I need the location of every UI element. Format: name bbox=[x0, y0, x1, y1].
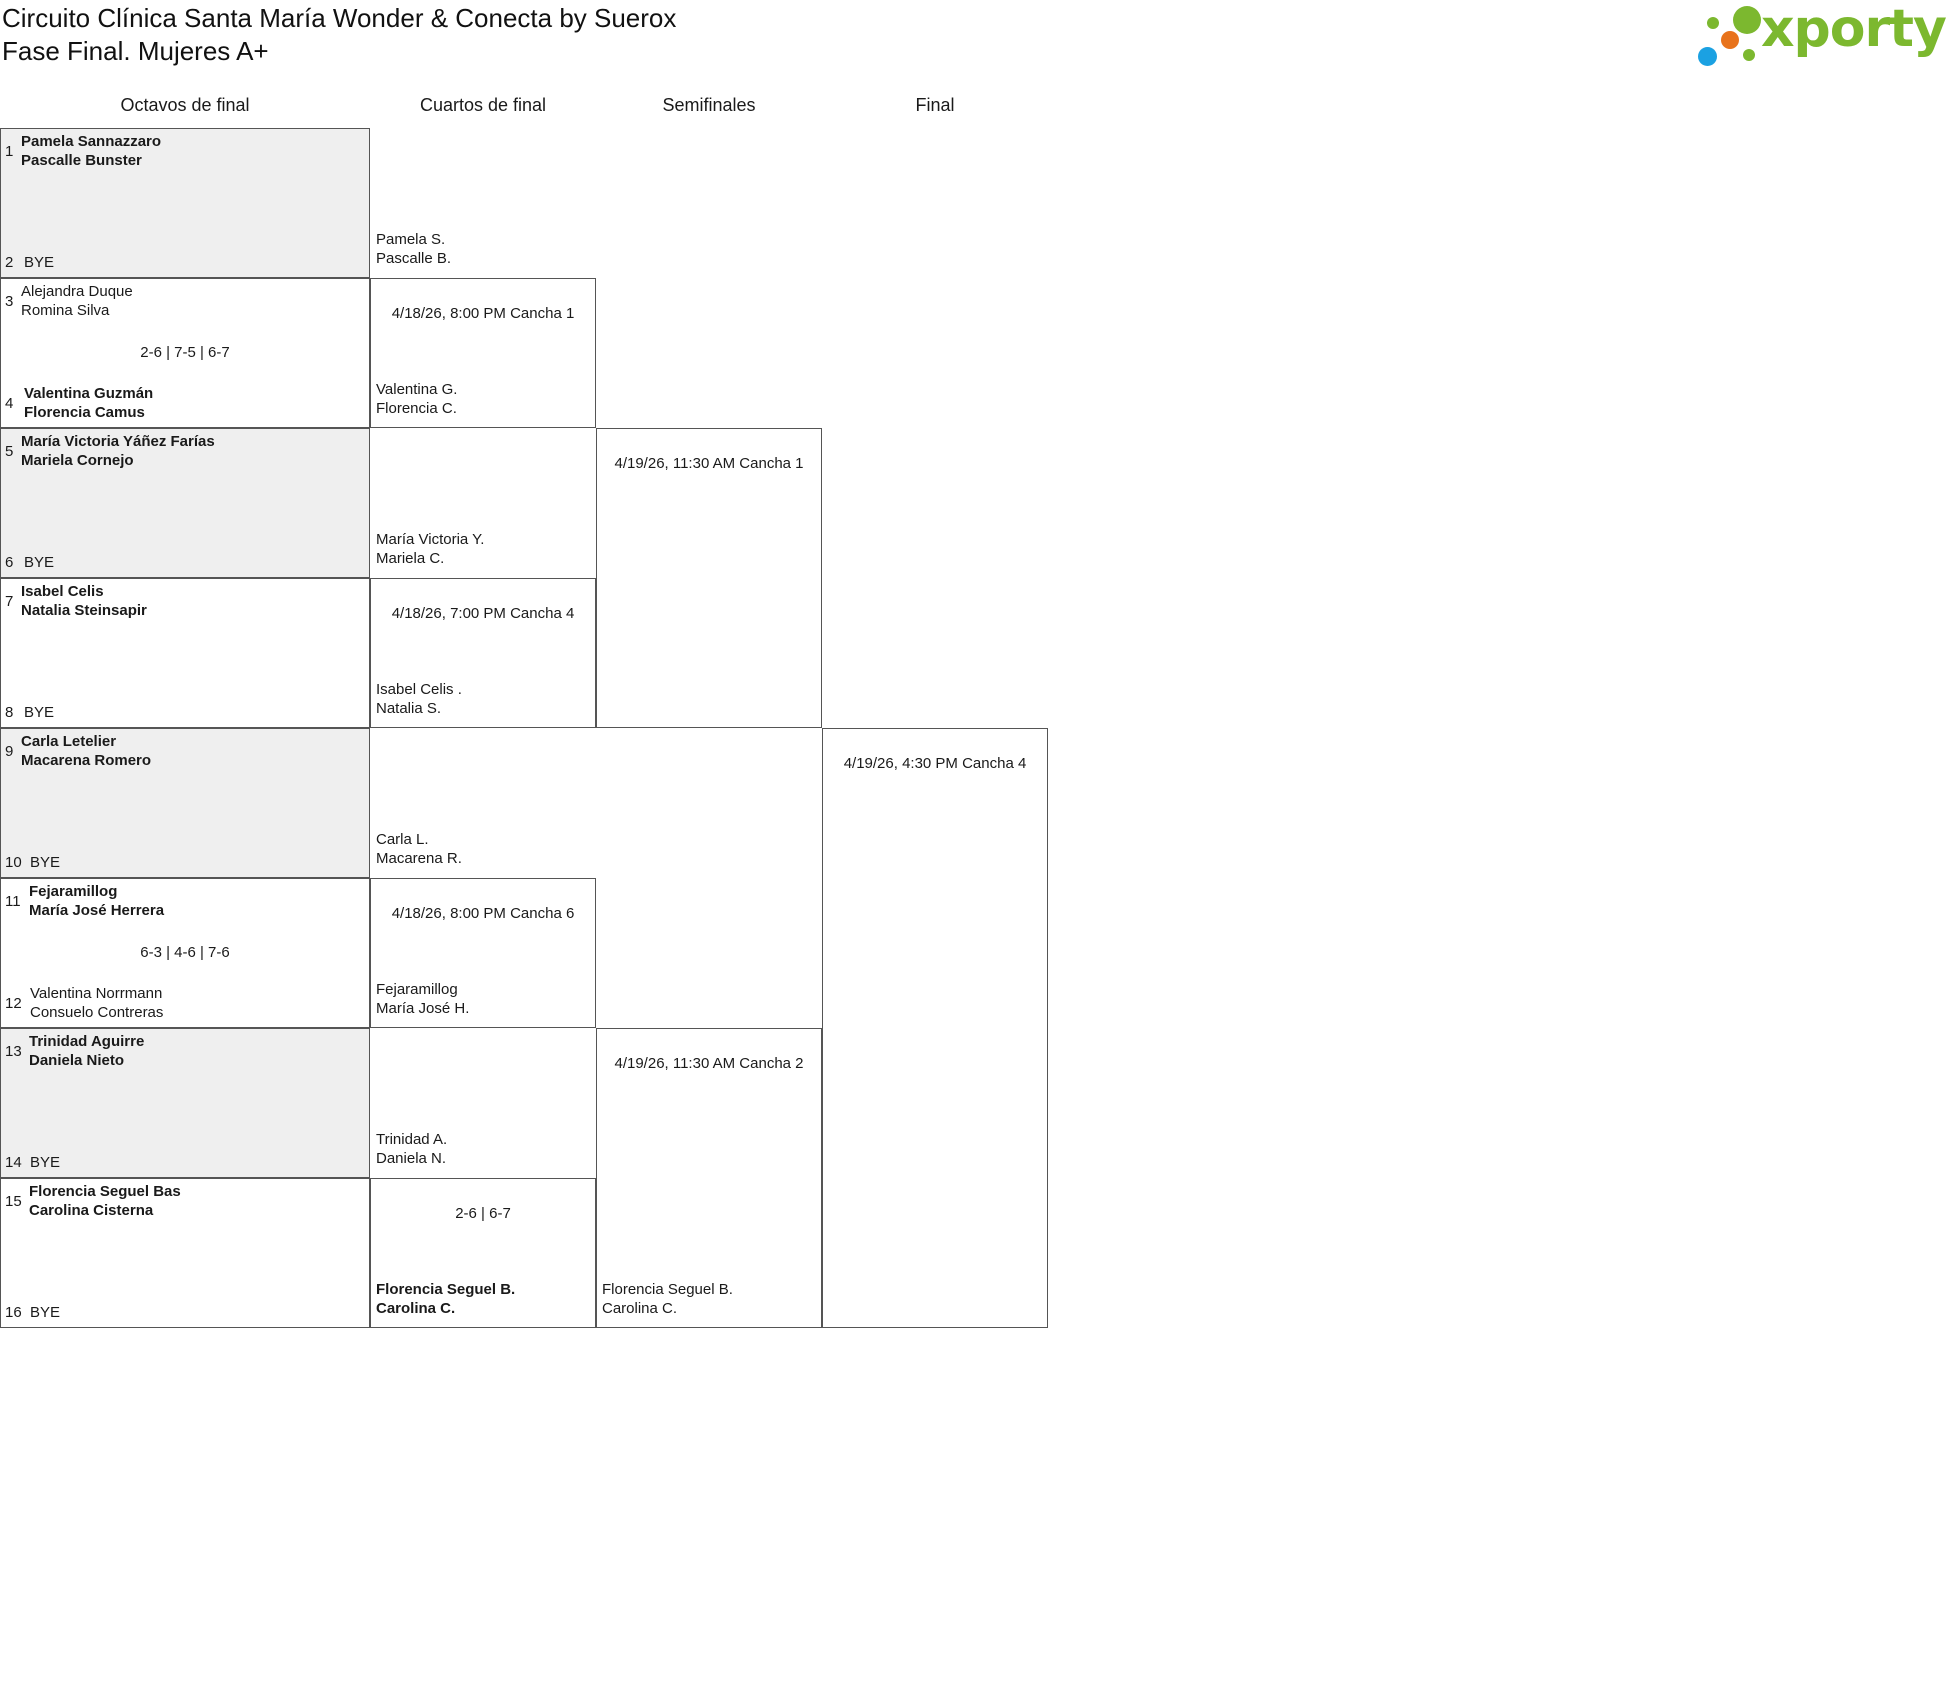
player-name: Isabel Celis bbox=[21, 583, 104, 600]
team-top bbox=[29, 882, 164, 920]
player-name: Trinidad A. bbox=[376, 1131, 448, 1148]
team-bottom bbox=[30, 1153, 60, 1172]
player-name: Carla L. bbox=[376, 831, 429, 848]
player-name: BYE bbox=[30, 1304, 61, 1321]
logo-wordmark: xporty bbox=[1761, 0, 1946, 59]
player-name: Natalia Steinsapir bbox=[21, 602, 147, 619]
player-name: Carolina C. bbox=[376, 1300, 456, 1317]
player-name: Pascalle B. bbox=[376, 250, 452, 267]
team-top bbox=[21, 132, 161, 170]
player-name: Pamela S. bbox=[376, 231, 446, 248]
team-bottom bbox=[376, 980, 469, 1018]
player-name: BYE bbox=[24, 254, 55, 271]
seed-number: 6 bbox=[5, 554, 14, 571]
player-name: Pascalle Bunster bbox=[21, 152, 142, 169]
seed-number: 13 bbox=[5, 1043, 22, 1060]
seed-number: 7 bbox=[5, 593, 14, 610]
match-info: 4/18/26, 8:00 PM Cancha 6 bbox=[391, 905, 575, 922]
player-name: Isabel Celis . bbox=[376, 681, 462, 698]
player-name: Daniela Nieto bbox=[29, 1052, 125, 1069]
match-info: 4/18/26, 7:00 PM Cancha 4 bbox=[391, 605, 575, 622]
seed-number: 5 bbox=[5, 443, 14, 460]
phase-subtitle: Fase Final. Mujeres A+ bbox=[2, 36, 269, 66]
player-name: Valentina G. bbox=[376, 381, 458, 398]
player-name: BYE bbox=[30, 1154, 61, 1171]
team-bottom bbox=[376, 1280, 515, 1318]
seed-number: 16 bbox=[5, 1304, 22, 1321]
player-name: Trinidad Aguirre bbox=[29, 1033, 145, 1050]
team-top bbox=[21, 282, 133, 320]
player-name: Florencia Seguel Bas bbox=[29, 1183, 181, 1200]
player-name: Pamela Sannazzaro bbox=[21, 133, 162, 150]
seed-number: 10 bbox=[5, 854, 22, 871]
player-name: Carla Letelier bbox=[21, 733, 117, 750]
team-bottom bbox=[24, 553, 54, 572]
player-name: Macarena R. bbox=[376, 850, 462, 867]
logo-dot-blue bbox=[1698, 47, 1717, 66]
match-score: 6-3 | 4-6 | 7-6 bbox=[140, 944, 230, 961]
team-top bbox=[376, 530, 484, 568]
player-name: BYE bbox=[30, 854, 61, 871]
team-bottom bbox=[376, 680, 462, 718]
player-name: Florencia C. bbox=[376, 400, 457, 417]
player-name: Valentina Guzmán bbox=[24, 385, 154, 402]
match-info: 4/19/26, 4:30 PM Cancha 4 bbox=[843, 755, 1027, 772]
player-name: Fejaramillog bbox=[376, 981, 458, 998]
player-name: BYE bbox=[24, 704, 55, 721]
seed-number: 4 bbox=[5, 395, 14, 412]
round-label-cuartos: Cuartos de final bbox=[419, 95, 547, 115]
team-top bbox=[376, 1130, 447, 1168]
logo-dot-green-small bbox=[1707, 17, 1719, 29]
player-name: María José H. bbox=[376, 1000, 470, 1017]
match-score: 2-6 | 7-5 | 6-7 bbox=[140, 344, 230, 361]
team-top bbox=[29, 1032, 144, 1070]
player-name: María José Herrera bbox=[29, 902, 165, 919]
match-info: 4/18/26, 8:00 PM Cancha 1 bbox=[391, 305, 575, 322]
team-bottom bbox=[24, 253, 54, 272]
xporty-logo bbox=[1697, 0, 1946, 67]
match-info: 4/19/26, 11:30 AM Cancha 1 bbox=[614, 455, 804, 472]
team-bottom bbox=[30, 984, 163, 1022]
logo-dot-green-large bbox=[1733, 6, 1761, 34]
player-name: Mariela Cornejo bbox=[21, 452, 134, 469]
round-label-semifinales: Semifinales bbox=[662, 95, 756, 115]
player-name: Macarena Romero bbox=[21, 752, 152, 769]
player-name: Mariela C. bbox=[376, 550, 445, 567]
team-top bbox=[21, 732, 151, 770]
tournament-title: Circuito Clínica Santa María Wonder & Conecta by Suerox bbox=[2, 3, 677, 33]
seed-number: 11 bbox=[5, 893, 21, 910]
player-name: Carolina C. bbox=[602, 1300, 678, 1317]
player-name: Daniela N. bbox=[376, 1150, 447, 1167]
team-bottom bbox=[602, 1280, 733, 1318]
match-info: 4/19/26, 11:30 AM Cancha 2 bbox=[614, 1055, 804, 1072]
player-name: Florencia Camus bbox=[24, 404, 145, 421]
team-top bbox=[376, 830, 462, 868]
seed-number: 2 bbox=[5, 254, 14, 271]
player-name: Natalia S. bbox=[376, 700, 442, 717]
seed-number: 14 bbox=[5, 1154, 22, 1171]
team-top bbox=[376, 230, 451, 268]
player-name: Consuelo Contreras bbox=[30, 1004, 164, 1021]
team-top bbox=[29, 1182, 181, 1220]
match-info: 2-6 | 6-7 bbox=[455, 1205, 511, 1222]
player-name: Alejandra Duque bbox=[21, 283, 133, 300]
team-top bbox=[21, 432, 215, 470]
seed-number: 3 bbox=[5, 293, 14, 310]
seed-number: 15 bbox=[5, 1193, 22, 1210]
team-bottom bbox=[376, 380, 457, 418]
player-name: Valentina Norrmann bbox=[30, 985, 163, 1002]
team-bottom bbox=[30, 853, 60, 872]
semis-match-1 bbox=[596, 428, 822, 728]
player-name: Florencia Seguel B. bbox=[376, 1281, 516, 1298]
player-name: María Victoria Y. bbox=[376, 531, 485, 548]
player-name: Romina Silva bbox=[21, 302, 110, 319]
round-label-final: Final bbox=[915, 95, 955, 115]
seed-number: 9 bbox=[5, 743, 14, 760]
round-label-octavos: Octavos de final bbox=[120, 95, 250, 115]
team-top bbox=[21, 582, 147, 620]
seed-number: 1 bbox=[5, 143, 14, 160]
seed-number: 8 bbox=[5, 704, 14, 721]
logo-dot-green-tiny bbox=[1743, 49, 1755, 61]
team-bottom bbox=[30, 1303, 60, 1322]
player-name: BYE bbox=[24, 554, 55, 571]
player-name: María Victoria Yáñez Farías bbox=[21, 433, 215, 450]
seed-number: 12 bbox=[5, 995, 22, 1012]
player-name: Fejaramillog bbox=[29, 883, 118, 900]
team-bottom bbox=[24, 703, 54, 722]
player-name: Florencia Seguel B. bbox=[602, 1281, 733, 1298]
logo-dot-orange bbox=[1721, 31, 1739, 49]
team-bottom bbox=[24, 384, 153, 422]
final-match-1 bbox=[822, 728, 1048, 1328]
player-name: Carolina Cisterna bbox=[29, 1202, 154, 1219]
